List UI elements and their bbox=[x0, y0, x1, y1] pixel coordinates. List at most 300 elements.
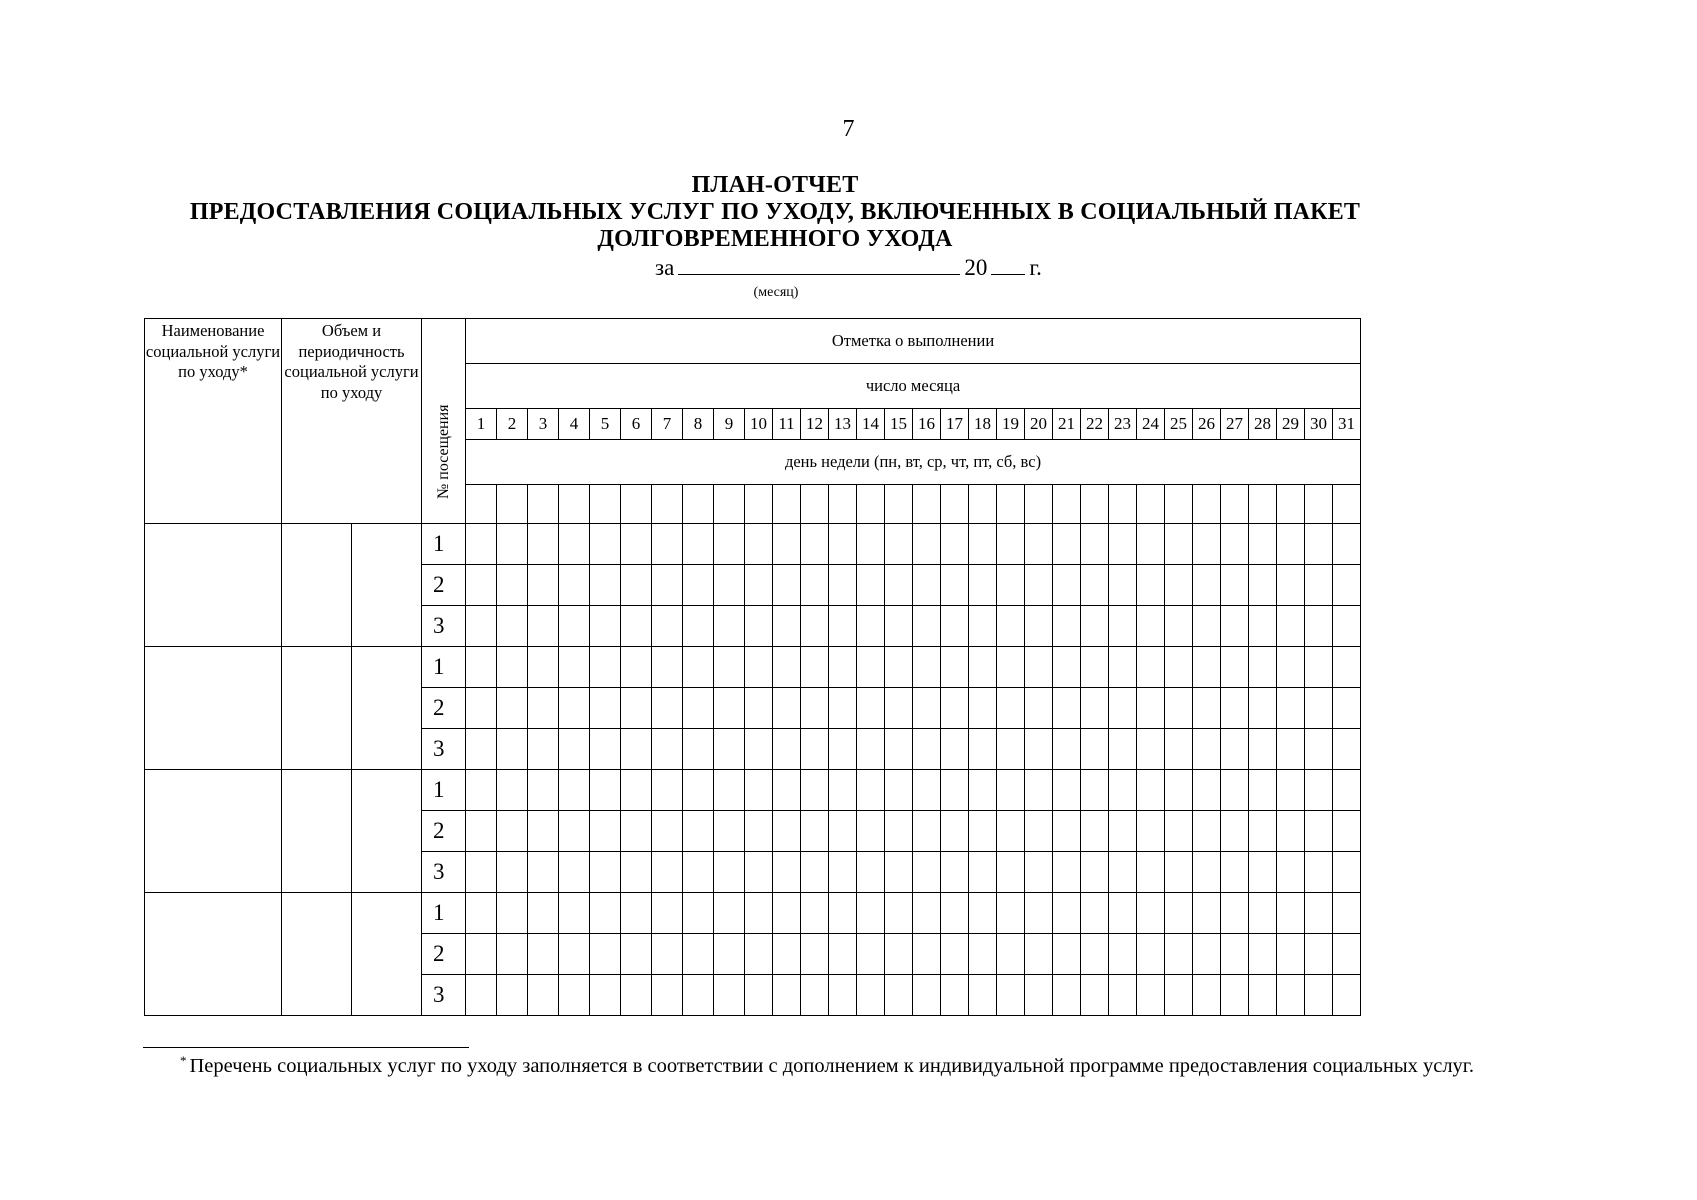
mark-cell[interactable] bbox=[829, 975, 857, 1016]
mark-cell[interactable] bbox=[857, 770, 885, 811]
mark-cell[interactable] bbox=[1081, 934, 1109, 975]
mark-cell[interactable] bbox=[1137, 975, 1165, 1016]
weekday-cell[interactable] bbox=[885, 485, 913, 524]
mark-cell[interactable] bbox=[559, 565, 590, 606]
mark-cell[interactable] bbox=[652, 811, 683, 852]
weekday-cell[interactable] bbox=[1305, 485, 1333, 524]
mark-cell[interactable] bbox=[857, 729, 885, 770]
mark-cell[interactable] bbox=[1333, 647, 1361, 688]
mark-cell[interactable] bbox=[683, 729, 714, 770]
mark-cell[interactable] bbox=[829, 934, 857, 975]
mark-cell[interactable] bbox=[1137, 811, 1165, 852]
weekday-cell[interactable] bbox=[1333, 485, 1361, 524]
weekday-cell[interactable] bbox=[714, 485, 745, 524]
mark-cell[interactable] bbox=[829, 893, 857, 934]
mark-cell[interactable] bbox=[590, 975, 621, 1016]
mark-cell[interactable] bbox=[1165, 811, 1193, 852]
mark-cell[interactable] bbox=[885, 975, 913, 1016]
mark-cell[interactable] bbox=[590, 893, 621, 934]
mark-cell[interactable] bbox=[1109, 729, 1137, 770]
mark-cell[interactable] bbox=[590, 565, 621, 606]
mark-cell[interactable] bbox=[857, 934, 885, 975]
weekday-cell[interactable] bbox=[528, 485, 559, 524]
mark-cell[interactable] bbox=[773, 647, 801, 688]
mark-cell[interactable] bbox=[497, 893, 528, 934]
mark-cell[interactable] bbox=[773, 770, 801, 811]
mark-cell[interactable] bbox=[1277, 729, 1305, 770]
mark-cell[interactable] bbox=[1221, 688, 1249, 729]
mark-cell[interactable] bbox=[1053, 729, 1081, 770]
mark-cell[interactable] bbox=[1249, 893, 1277, 934]
mark-cell[interactable] bbox=[1137, 770, 1165, 811]
weekday-cell[interactable] bbox=[621, 485, 652, 524]
mark-cell[interactable] bbox=[857, 975, 885, 1016]
weekday-cell[interactable] bbox=[1249, 485, 1277, 524]
mark-cell[interactable] bbox=[997, 565, 1025, 606]
mark-cell[interactable] bbox=[1053, 770, 1081, 811]
mark-cell[interactable] bbox=[885, 893, 913, 934]
mark-cell[interactable] bbox=[829, 565, 857, 606]
mark-cell[interactable] bbox=[1221, 606, 1249, 647]
mark-cell[interactable] bbox=[1081, 606, 1109, 647]
mark-cell[interactable] bbox=[969, 811, 997, 852]
mark-cell[interactable] bbox=[773, 606, 801, 647]
mark-cell[interactable] bbox=[1109, 852, 1137, 893]
mark-cell[interactable] bbox=[913, 811, 941, 852]
mark-cell[interactable] bbox=[997, 770, 1025, 811]
mark-cell[interactable] bbox=[773, 729, 801, 770]
mark-cell[interactable] bbox=[1109, 770, 1137, 811]
mark-cell[interactable] bbox=[1165, 524, 1193, 565]
mark-cell[interactable] bbox=[1333, 606, 1361, 647]
mark-cell[interactable] bbox=[652, 606, 683, 647]
mark-cell[interactable] bbox=[466, 524, 497, 565]
mark-cell[interactable] bbox=[528, 565, 559, 606]
mark-cell[interactable] bbox=[1109, 565, 1137, 606]
mark-cell[interactable] bbox=[1193, 647, 1221, 688]
mark-cell[interactable] bbox=[1053, 811, 1081, 852]
mark-cell[interactable] bbox=[1053, 606, 1081, 647]
mark-cell[interactable] bbox=[621, 811, 652, 852]
mark-cell[interactable] bbox=[1333, 975, 1361, 1016]
mark-cell[interactable] bbox=[913, 934, 941, 975]
mark-cell[interactable] bbox=[745, 934, 773, 975]
mark-cell[interactable] bbox=[1109, 606, 1137, 647]
mark-cell[interactable] bbox=[969, 606, 997, 647]
periodicity-cell[interactable] bbox=[352, 893, 422, 1016]
mark-cell[interactable] bbox=[683, 565, 714, 606]
mark-cell[interactable] bbox=[1025, 647, 1053, 688]
mark-cell[interactable] bbox=[773, 893, 801, 934]
mark-cell[interactable] bbox=[1025, 770, 1053, 811]
mark-cell[interactable] bbox=[857, 688, 885, 729]
mark-cell[interactable] bbox=[1277, 934, 1305, 975]
mark-cell[interactable] bbox=[885, 934, 913, 975]
mark-cell[interactable] bbox=[1081, 852, 1109, 893]
mark-cell[interactable] bbox=[714, 524, 745, 565]
mark-cell[interactable] bbox=[941, 647, 969, 688]
mark-cell[interactable] bbox=[466, 606, 497, 647]
mark-cell[interactable] bbox=[801, 975, 829, 1016]
mark-cell[interactable] bbox=[528, 524, 559, 565]
mark-cell[interactable] bbox=[913, 688, 941, 729]
mark-cell[interactable] bbox=[801, 852, 829, 893]
mark-cell[interactable] bbox=[683, 524, 714, 565]
mark-cell[interactable] bbox=[1165, 893, 1193, 934]
mark-cell[interactable] bbox=[885, 647, 913, 688]
mark-cell[interactable] bbox=[1053, 524, 1081, 565]
mark-cell[interactable] bbox=[466, 688, 497, 729]
mark-cell[interactable] bbox=[1277, 975, 1305, 1016]
mark-cell[interactable] bbox=[1333, 729, 1361, 770]
mark-cell[interactable] bbox=[1025, 688, 1053, 729]
mark-cell[interactable] bbox=[1165, 852, 1193, 893]
mark-cell[interactable] bbox=[621, 852, 652, 893]
mark-cell[interactable] bbox=[652, 934, 683, 975]
mark-cell[interactable] bbox=[528, 852, 559, 893]
mark-cell[interactable] bbox=[1221, 934, 1249, 975]
mark-cell[interactable] bbox=[1221, 975, 1249, 1016]
weekday-cell[interactable] bbox=[466, 485, 497, 524]
mark-cell[interactable] bbox=[1305, 893, 1333, 934]
mark-cell[interactable] bbox=[885, 565, 913, 606]
mark-cell[interactable] bbox=[829, 811, 857, 852]
mark-cell[interactable] bbox=[1333, 934, 1361, 975]
mark-cell[interactable] bbox=[714, 852, 745, 893]
mark-cell[interactable] bbox=[773, 688, 801, 729]
mark-cell[interactable] bbox=[829, 647, 857, 688]
mark-cell[interactable] bbox=[997, 893, 1025, 934]
mark-cell[interactable] bbox=[1305, 647, 1333, 688]
mark-cell[interactable] bbox=[528, 893, 559, 934]
mark-cell[interactable] bbox=[745, 688, 773, 729]
mark-cell[interactable] bbox=[1137, 688, 1165, 729]
weekday-cell[interactable] bbox=[997, 485, 1025, 524]
mark-cell[interactable] bbox=[745, 647, 773, 688]
mark-cell[interactable] bbox=[1249, 729, 1277, 770]
mark-cell[interactable] bbox=[528, 647, 559, 688]
weekday-cell[interactable] bbox=[1081, 485, 1109, 524]
mark-cell[interactable] bbox=[497, 811, 528, 852]
periodicity-cell[interactable] bbox=[352, 524, 422, 647]
mark-cell[interactable] bbox=[857, 893, 885, 934]
mark-cell[interactable] bbox=[941, 852, 969, 893]
mark-cell[interactable] bbox=[745, 729, 773, 770]
mark-cell[interactable] bbox=[466, 770, 497, 811]
mark-cell[interactable] bbox=[1277, 852, 1305, 893]
mark-cell[interactable] bbox=[652, 770, 683, 811]
mark-cell[interactable] bbox=[1025, 565, 1053, 606]
mark-cell[interactable] bbox=[652, 565, 683, 606]
mark-cell[interactable] bbox=[497, 688, 528, 729]
mark-cell[interactable] bbox=[969, 975, 997, 1016]
mark-cell[interactable] bbox=[885, 524, 913, 565]
mark-cell[interactable] bbox=[1333, 811, 1361, 852]
mark-cell[interactable] bbox=[885, 729, 913, 770]
weekday-cell[interactable] bbox=[559, 485, 590, 524]
mark-cell[interactable] bbox=[801, 647, 829, 688]
mark-cell[interactable] bbox=[1081, 565, 1109, 606]
mark-cell[interactable] bbox=[714, 688, 745, 729]
mark-cell[interactable] bbox=[590, 606, 621, 647]
mark-cell[interactable] bbox=[1249, 647, 1277, 688]
weekday-cell[interactable] bbox=[913, 485, 941, 524]
mark-cell[interactable] bbox=[559, 688, 590, 729]
mark-cell[interactable] bbox=[466, 729, 497, 770]
mark-cell[interactable] bbox=[559, 524, 590, 565]
mark-cell[interactable] bbox=[1165, 688, 1193, 729]
mark-cell[interactable] bbox=[621, 606, 652, 647]
mark-cell[interactable] bbox=[941, 565, 969, 606]
mark-cell[interactable] bbox=[941, 688, 969, 729]
mark-cell[interactable] bbox=[621, 934, 652, 975]
mark-cell[interactable] bbox=[590, 811, 621, 852]
weekday-cell[interactable] bbox=[1165, 485, 1193, 524]
mark-cell[interactable] bbox=[1081, 729, 1109, 770]
mark-cell[interactable] bbox=[652, 524, 683, 565]
mark-cell[interactable] bbox=[857, 565, 885, 606]
mark-cell[interactable] bbox=[559, 606, 590, 647]
mark-cell[interactable] bbox=[528, 729, 559, 770]
mark-cell[interactable] bbox=[1277, 606, 1305, 647]
mark-cell[interactable] bbox=[941, 524, 969, 565]
mark-cell[interactable] bbox=[497, 975, 528, 1016]
mark-cell[interactable] bbox=[1109, 811, 1137, 852]
mark-cell[interactable] bbox=[1193, 975, 1221, 1016]
year-blank[interactable] bbox=[991, 254, 1025, 275]
mark-cell[interactable] bbox=[1333, 852, 1361, 893]
mark-cell[interactable] bbox=[941, 934, 969, 975]
mark-cell[interactable] bbox=[1053, 934, 1081, 975]
mark-cell[interactable] bbox=[969, 852, 997, 893]
volume-cell[interactable] bbox=[282, 770, 352, 893]
weekday-cell[interactable] bbox=[590, 485, 621, 524]
mark-cell[interactable] bbox=[1053, 688, 1081, 729]
mark-cell[interactable] bbox=[1165, 647, 1193, 688]
volume-cell[interactable] bbox=[282, 524, 352, 647]
mark-cell[interactable] bbox=[1137, 893, 1165, 934]
mark-cell[interactable] bbox=[497, 770, 528, 811]
mark-cell[interactable] bbox=[1165, 565, 1193, 606]
mark-cell[interactable] bbox=[652, 647, 683, 688]
mark-cell[interactable] bbox=[1193, 565, 1221, 606]
mark-cell[interactable] bbox=[745, 975, 773, 1016]
mark-cell[interactable] bbox=[1137, 606, 1165, 647]
mark-cell[interactable] bbox=[801, 729, 829, 770]
mark-cell[interactable] bbox=[913, 606, 941, 647]
mark-cell[interactable] bbox=[621, 524, 652, 565]
mark-cell[interactable] bbox=[466, 893, 497, 934]
mark-cell[interactable] bbox=[745, 565, 773, 606]
mark-cell[interactable] bbox=[1333, 565, 1361, 606]
mark-cell[interactable] bbox=[913, 524, 941, 565]
mark-cell[interactable] bbox=[1305, 811, 1333, 852]
mark-cell[interactable] bbox=[941, 729, 969, 770]
mark-cell[interactable] bbox=[714, 934, 745, 975]
weekday-cell[interactable] bbox=[497, 485, 528, 524]
mark-cell[interactable] bbox=[1333, 893, 1361, 934]
mark-cell[interactable] bbox=[621, 893, 652, 934]
mark-cell[interactable] bbox=[1249, 811, 1277, 852]
mark-cell[interactable] bbox=[801, 606, 829, 647]
mark-cell[interactable] bbox=[773, 524, 801, 565]
mark-cell[interactable] bbox=[1025, 975, 1053, 1016]
mark-cell[interactable] bbox=[1305, 565, 1333, 606]
mark-cell[interactable] bbox=[885, 688, 913, 729]
mark-cell[interactable] bbox=[1193, 688, 1221, 729]
mark-cell[interactable] bbox=[801, 934, 829, 975]
mark-cell[interactable] bbox=[621, 770, 652, 811]
mark-cell[interactable] bbox=[801, 688, 829, 729]
mark-cell[interactable] bbox=[466, 647, 497, 688]
periodicity-cell[interactable] bbox=[352, 647, 422, 770]
mark-cell[interactable] bbox=[497, 606, 528, 647]
mark-cell[interactable] bbox=[941, 770, 969, 811]
mark-cell[interactable] bbox=[1249, 852, 1277, 893]
mark-cell[interactable] bbox=[1025, 524, 1053, 565]
mark-cell[interactable] bbox=[773, 852, 801, 893]
mark-cell[interactable] bbox=[941, 606, 969, 647]
mark-cell[interactable] bbox=[913, 852, 941, 893]
mark-cell[interactable] bbox=[1277, 893, 1305, 934]
mark-cell[interactable] bbox=[1081, 688, 1109, 729]
mark-cell[interactable] bbox=[559, 852, 590, 893]
mark-cell[interactable] bbox=[683, 852, 714, 893]
mark-cell[interactable] bbox=[1109, 688, 1137, 729]
mark-cell[interactable] bbox=[590, 934, 621, 975]
mark-cell[interactable] bbox=[528, 811, 559, 852]
mark-cell[interactable] bbox=[745, 811, 773, 852]
mark-cell[interactable] bbox=[969, 934, 997, 975]
mark-cell[interactable] bbox=[621, 729, 652, 770]
mark-cell[interactable] bbox=[683, 647, 714, 688]
mark-cell[interactable] bbox=[997, 524, 1025, 565]
mark-cell[interactable] bbox=[801, 565, 829, 606]
mark-cell[interactable] bbox=[497, 729, 528, 770]
mark-cell[interactable] bbox=[773, 934, 801, 975]
mark-cell[interactable] bbox=[1193, 606, 1221, 647]
mark-cell[interactable] bbox=[1137, 852, 1165, 893]
mark-cell[interactable] bbox=[1333, 770, 1361, 811]
mark-cell[interactable] bbox=[773, 565, 801, 606]
mark-cell[interactable] bbox=[621, 647, 652, 688]
weekday-cell[interactable] bbox=[1025, 485, 1053, 524]
mark-cell[interactable] bbox=[745, 893, 773, 934]
mark-cell[interactable] bbox=[528, 975, 559, 1016]
mark-cell[interactable] bbox=[1165, 770, 1193, 811]
service-name-cell[interactable] bbox=[145, 770, 282, 893]
mark-cell[interactable] bbox=[1277, 647, 1305, 688]
mark-cell[interactable] bbox=[1165, 934, 1193, 975]
mark-cell[interactable] bbox=[683, 606, 714, 647]
mark-cell[interactable] bbox=[559, 729, 590, 770]
mark-cell[interactable] bbox=[857, 811, 885, 852]
mark-cell[interactable] bbox=[683, 975, 714, 1016]
mark-cell[interactable] bbox=[652, 688, 683, 729]
mark-cell[interactable] bbox=[1053, 893, 1081, 934]
mark-cell[interactable] bbox=[1305, 975, 1333, 1016]
mark-cell[interactable] bbox=[1053, 565, 1081, 606]
mark-cell[interactable] bbox=[1109, 975, 1137, 1016]
mark-cell[interactable] bbox=[559, 811, 590, 852]
mark-cell[interactable] bbox=[969, 647, 997, 688]
weekday-cell[interactable] bbox=[1109, 485, 1137, 524]
mark-cell[interactable] bbox=[714, 647, 745, 688]
mark-cell[interactable] bbox=[590, 524, 621, 565]
mark-cell[interactable] bbox=[621, 565, 652, 606]
mark-cell[interactable] bbox=[714, 893, 745, 934]
mark-cell[interactable] bbox=[559, 934, 590, 975]
mark-cell[interactable] bbox=[1305, 770, 1333, 811]
mark-cell[interactable] bbox=[714, 811, 745, 852]
mark-cell[interactable] bbox=[497, 647, 528, 688]
mark-cell[interactable] bbox=[1193, 524, 1221, 565]
mark-cell[interactable] bbox=[969, 524, 997, 565]
mark-cell[interactable] bbox=[829, 770, 857, 811]
mark-cell[interactable] bbox=[969, 770, 997, 811]
mark-cell[interactable] bbox=[1025, 934, 1053, 975]
mark-cell[interactable] bbox=[1193, 811, 1221, 852]
mark-cell[interactable] bbox=[969, 729, 997, 770]
mark-cell[interactable] bbox=[997, 647, 1025, 688]
mark-cell[interactable] bbox=[1277, 770, 1305, 811]
mark-cell[interactable] bbox=[683, 811, 714, 852]
mark-cell[interactable] bbox=[913, 565, 941, 606]
mark-cell[interactable] bbox=[885, 770, 913, 811]
mark-cell[interactable] bbox=[941, 893, 969, 934]
mark-cell[interactable] bbox=[1221, 770, 1249, 811]
mark-cell[interactable] bbox=[497, 524, 528, 565]
mark-cell[interactable] bbox=[528, 770, 559, 811]
mark-cell[interactable] bbox=[1109, 647, 1137, 688]
mark-cell[interactable] bbox=[857, 606, 885, 647]
mark-cell[interactable] bbox=[683, 770, 714, 811]
mark-cell[interactable] bbox=[590, 647, 621, 688]
mark-cell[interactable] bbox=[801, 770, 829, 811]
mark-cell[interactable] bbox=[885, 852, 913, 893]
mark-cell[interactable] bbox=[885, 811, 913, 852]
weekday-cell[interactable] bbox=[652, 485, 683, 524]
mark-cell[interactable] bbox=[1137, 934, 1165, 975]
mark-cell[interactable] bbox=[1053, 852, 1081, 893]
mark-cell[interactable] bbox=[528, 688, 559, 729]
mark-cell[interactable] bbox=[1221, 852, 1249, 893]
mark-cell[interactable] bbox=[1305, 606, 1333, 647]
month-blank[interactable] bbox=[678, 254, 960, 275]
service-name-cell[interactable] bbox=[145, 647, 282, 770]
mark-cell[interactable] bbox=[997, 934, 1025, 975]
mark-cell[interactable] bbox=[1025, 811, 1053, 852]
mark-cell[interactable] bbox=[1109, 893, 1137, 934]
mark-cell[interactable] bbox=[745, 770, 773, 811]
mark-cell[interactable] bbox=[528, 934, 559, 975]
mark-cell[interactable] bbox=[801, 524, 829, 565]
mark-cell[interactable] bbox=[745, 524, 773, 565]
mark-cell[interactable] bbox=[913, 770, 941, 811]
mark-cell[interactable] bbox=[1137, 524, 1165, 565]
mark-cell[interactable] bbox=[714, 770, 745, 811]
mark-cell[interactable] bbox=[1081, 811, 1109, 852]
mark-cell[interactable] bbox=[497, 852, 528, 893]
mark-cell[interactable] bbox=[1193, 770, 1221, 811]
mark-cell[interactable] bbox=[1221, 893, 1249, 934]
mark-cell[interactable] bbox=[466, 975, 497, 1016]
mark-cell[interactable] bbox=[1305, 524, 1333, 565]
mark-cell[interactable] bbox=[497, 565, 528, 606]
mark-cell[interactable] bbox=[1305, 852, 1333, 893]
mark-cell[interactable] bbox=[1025, 606, 1053, 647]
mark-cell[interactable] bbox=[1165, 975, 1193, 1016]
